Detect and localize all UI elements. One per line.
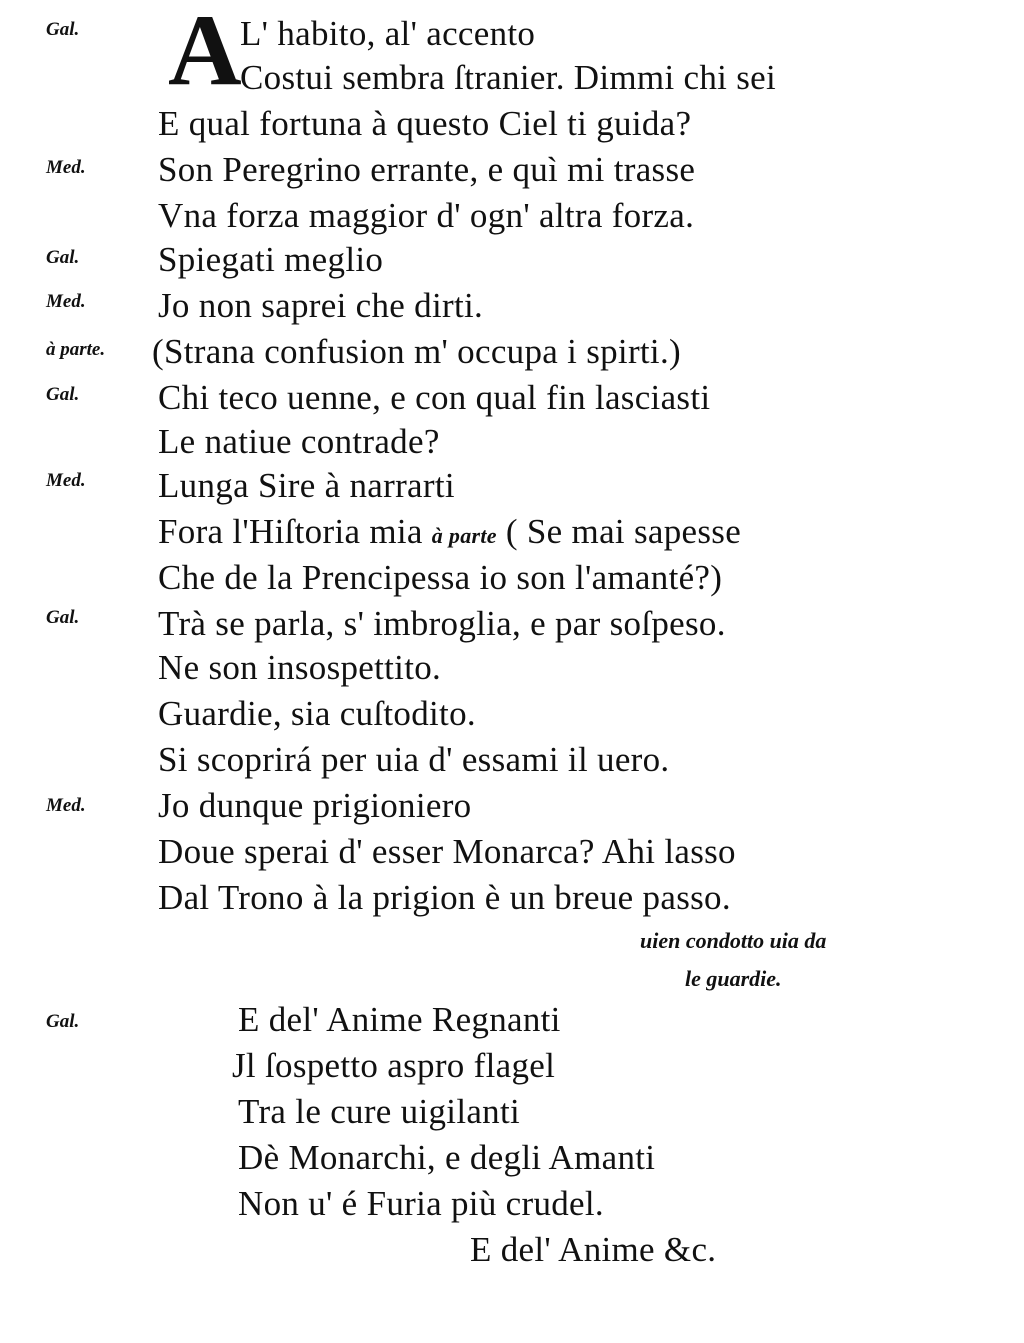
stage-direction: uien condotto uia da (640, 928, 827, 953)
speaker-label: à parte. (46, 339, 106, 360)
aria-line: Non u' é Furia più crudel. (238, 1184, 604, 1223)
verse-line: Si scoprirá per uia d' essami il uero. (158, 740, 670, 779)
speaker-label: Med. (46, 157, 86, 178)
aria-line: E del' Anime Regnanti (238, 1000, 561, 1039)
speaker-label: Gal. (46, 247, 80, 268)
verse-line: Guardie, sia cuſtodito. (158, 694, 476, 733)
verse-line: Vna forza maggior d' ogn' altra forza. (158, 196, 695, 235)
verse-line: Trà se parla, s' imbroglia, e par soſpeso. (158, 604, 726, 643)
verse-line-with-aside (158, 512, 741, 556)
verse-line: Lunga Sire à narrarti (158, 466, 455, 505)
speaker-label: Med. (46, 470, 86, 491)
verse-line-text: ( Se mai sapesse (505, 512, 742, 551)
aside-direction: à parte (431, 523, 497, 548)
verse-line: Jo dunque prigioniero (158, 786, 472, 825)
aria-line: Jl ſospetto aspro flagel (232, 1046, 556, 1085)
verse-line: Spiegati meglio (158, 240, 384, 279)
aria-reprise: E del' Anime &c. (470, 1230, 717, 1269)
verse-line: Costui sembra ſtranier. Dimmi chi sei (240, 58, 777, 97)
verse-line: E qual fortuna à questo Ciel ti guida? (158, 104, 692, 143)
aria-line: Tra le cure uigilanti (238, 1092, 521, 1131)
speaker-label: Med. (46, 291, 86, 312)
speaker-label: Gal. (46, 1011, 80, 1032)
aria-line: Dè Monarchi, e degli Amanti (238, 1138, 656, 1177)
verse-line: Jo non saprei che dirti. (158, 286, 484, 325)
verse-line: Son Peregrino errante, e quì mi trasse (158, 150, 696, 189)
verse-line: Doue sperai d' esser Monarca? Ahi lasso (158, 832, 736, 871)
speaker-label: Med. (46, 795, 86, 816)
verse-line: L' habito, al' accento (240, 14, 536, 53)
speaker-label: Gal. (46, 607, 80, 628)
drop-cap: A (168, 0, 242, 107)
verse-line: Dal Trono à la prigion è un breue passo. (158, 878, 731, 917)
verse-line-text: Fora l'Hiſtoria mia (158, 512, 423, 551)
speaker-label: Gal. (46, 384, 80, 405)
speaker-label: Gal. (46, 19, 80, 40)
verse-line: Chi teco uenne, e con qual fin lasciasti (158, 378, 711, 417)
verse-line: Ne son insospettito. (158, 648, 442, 687)
verse-line: Che de la Prencipessa io son l'amanté?) (158, 558, 723, 597)
verse-line: Le natiue contrade? (158, 422, 440, 461)
verse-line: (Strana confusion m' occupa i spirti.) (152, 332, 681, 371)
stage-direction: le guardie. (685, 966, 782, 991)
